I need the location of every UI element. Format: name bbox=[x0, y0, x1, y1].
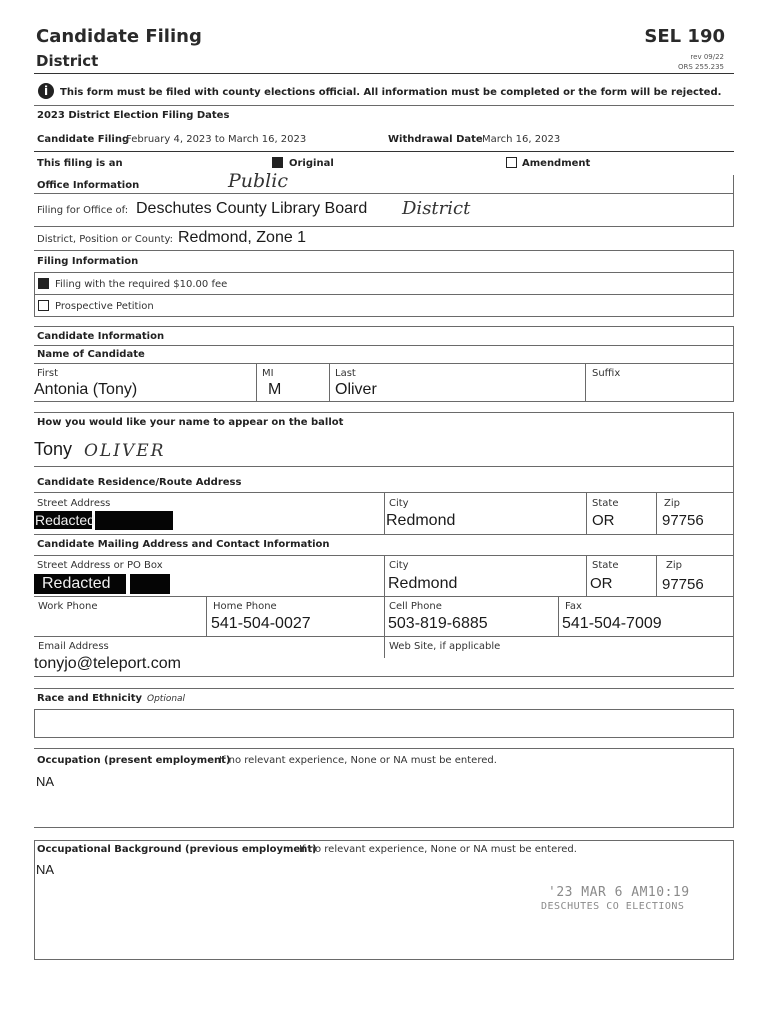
withdrawal-date-label: Withdrawal Date bbox=[388, 134, 483, 145]
residence-city-value[interactable]: Redmond bbox=[386, 512, 456, 529]
mailing-zip-value[interactable]: 97756 bbox=[662, 576, 704, 593]
fax-label: Fax bbox=[565, 601, 582, 612]
last-name-value[interactable]: Oliver bbox=[335, 381, 377, 398]
candidate-filing-dates: February 4, 2023 to March 16, 2023 bbox=[126, 134, 307, 145]
cell-phone-label: Cell Phone bbox=[389, 601, 442, 612]
petition-option-label: Prospective Petition bbox=[55, 301, 154, 312]
office-value[interactable]: Deschutes County Library Board bbox=[136, 200, 368, 217]
residence-street-redacted: Redacted bbox=[35, 512, 95, 528]
work-phone-label: Work Phone bbox=[38, 601, 98, 612]
filing-dates-heading: 2023 District Election Filing Dates bbox=[37, 110, 230, 121]
residence-city-label: City bbox=[389, 498, 409, 509]
residence-state-label: State bbox=[592, 498, 619, 509]
office-handwritten-district: District bbox=[402, 198, 471, 219]
home-phone-value[interactable]: 541-504-0027 bbox=[211, 615, 311, 632]
email-value[interactable]: tonyjo@teleport.com bbox=[34, 655, 181, 672]
residence-street-redaction-block bbox=[95, 511, 173, 530]
original-checkbox[interactable] bbox=[272, 157, 283, 168]
email-label: Email Address bbox=[38, 641, 109, 652]
mailing-street-redacted: Redacted bbox=[34, 574, 126, 594]
amendment-checkbox[interactable] bbox=[506, 157, 517, 168]
occupation-value[interactable]: NA bbox=[36, 774, 55, 789]
middle-initial-label: MI bbox=[262, 368, 274, 379]
received-stamp-office: DESCHUTES CO ELECTIONS bbox=[541, 901, 685, 912]
form-statute: ORS 255.235 bbox=[678, 63, 724, 71]
filing-notice: This form must be filed with county elections official. All information must be completed or the form will be rejected. bbox=[60, 87, 722, 98]
occupation-label: Occupation (present employment) bbox=[37, 755, 231, 766]
candidate-name-heading: Name of Candidate bbox=[37, 349, 145, 360]
home-phone-label: Home Phone bbox=[213, 601, 277, 612]
race-optional-label: Optional bbox=[147, 694, 186, 704]
cell-phone-value[interactable]: 503-819-6885 bbox=[388, 615, 488, 632]
fee-option-label: Filing with the required $10.00 fee bbox=[55, 279, 228, 290]
mailing-street-redaction-block bbox=[130, 574, 170, 594]
form-title: Candidate Filing bbox=[36, 26, 202, 47]
withdrawal-date-value: March 16, 2023 bbox=[482, 134, 561, 145]
mailing-street-label: Street Address or PO Box bbox=[37, 560, 163, 571]
candidate-info-heading: Candidate Information bbox=[37, 331, 165, 342]
candidate-filing-label: Candidate Filing bbox=[37, 134, 130, 145]
original-label: Original bbox=[289, 158, 334, 169]
form-code: SEL 190 bbox=[644, 26, 725, 47]
mailing-state-value[interactable]: OR bbox=[590, 575, 613, 592]
suffix-label: Suffix bbox=[592, 368, 621, 379]
ballot-name-typed[interactable]: Tony bbox=[34, 439, 73, 459]
occupation-instruction: If no relevant experience, None or NA must be entered. bbox=[219, 755, 497, 766]
occ-background-label: Occupational Background (previous employment) bbox=[37, 844, 317, 855]
form-revision: rev 09/22 bbox=[690, 53, 724, 61]
ballot-name-handwritten: OLIVER bbox=[84, 441, 166, 461]
website-label: Web Site, if applicable bbox=[389, 641, 501, 652]
info-icon: i bbox=[38, 83, 54, 99]
residence-zip-label: Zip bbox=[664, 498, 680, 509]
first-name-label: First bbox=[37, 368, 59, 379]
residence-heading: Candidate Residence/Route Address bbox=[37, 477, 242, 488]
filing-info-heading: Filing Information bbox=[37, 256, 139, 267]
occ-background-value[interactable]: NA bbox=[36, 862, 55, 877]
residence-state-value[interactable]: OR bbox=[592, 512, 615, 529]
office-handwritten-note: Public bbox=[228, 170, 288, 192]
office-label: Filing for Office of: bbox=[37, 205, 129, 216]
race-input-box[interactable] bbox=[34, 709, 734, 738]
residence-street-label: Street Address bbox=[37, 498, 111, 509]
form-subtitle: District bbox=[36, 52, 99, 70]
ballot-name-label: How you would like your name to appear on the ballot bbox=[37, 417, 344, 428]
mailing-heading: Candidate Mailing Address and Contact Information bbox=[37, 539, 330, 550]
middle-initial-value[interactable]: M bbox=[268, 381, 282, 398]
mailing-city-label: City bbox=[389, 560, 409, 571]
mailing-state-label: State bbox=[592, 560, 619, 571]
received-stamp-date: '23 MAR 6 AM10:19 bbox=[548, 885, 690, 900]
filing-type-label: This filing is an bbox=[37, 158, 123, 169]
office-info-heading: Office Information bbox=[37, 180, 140, 191]
fax-value[interactable]: 541-504-7009 bbox=[562, 615, 662, 632]
district-label: District, Position or County: bbox=[37, 234, 174, 245]
last-name-label: Last bbox=[335, 368, 356, 379]
petition-checkbox[interactable] bbox=[38, 300, 49, 311]
district-value[interactable]: Redmond, Zone 1 bbox=[178, 229, 307, 246]
occ-background-instruction: If no relevant experience, None or NA must be entered. bbox=[299, 844, 577, 855]
amendment-label: Amendment bbox=[522, 158, 591, 169]
residence-zip-value[interactable]: 97756 bbox=[662, 512, 704, 529]
fee-checkbox[interactable] bbox=[38, 278, 49, 289]
mailing-zip-label: Zip bbox=[666, 560, 682, 571]
first-name-value[interactable]: Antonia (Tony) bbox=[34, 381, 138, 398]
race-label: Race and Ethnicity bbox=[37, 693, 143, 704]
mailing-city-value[interactable]: Redmond bbox=[388, 575, 458, 592]
